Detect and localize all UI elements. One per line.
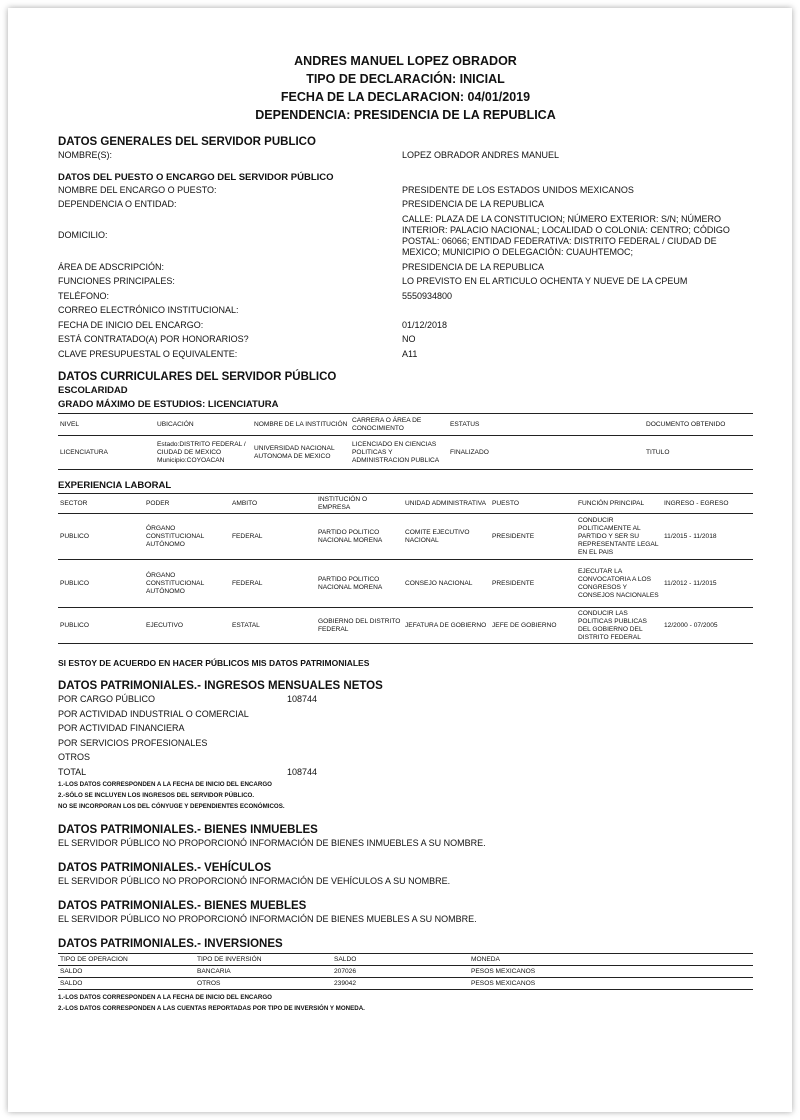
table-header-row bbox=[58, 494, 753, 514]
field-row bbox=[58, 289, 753, 304]
field-value: 01/12/2018 bbox=[402, 319, 448, 330]
table-cell: ÓRGANO CONSTITUCIONAL AUTÓNOMO bbox=[146, 524, 205, 548]
table-header-row bbox=[58, 954, 753, 966]
column-header: AMBITO bbox=[232, 499, 258, 507]
field-label: ÁREA DE ADSCRIPCIÓN: bbox=[58, 261, 165, 272]
field-value: PRESIDENCIA DE LA REPUBLICA bbox=[402, 199, 545, 209]
table-cell: CONDUCIR POLITICAMENTE AL PARTIDO Y SER SU REPRESENTANTE LEGAL EN EL PAIS bbox=[578, 516, 659, 556]
table-row bbox=[58, 514, 753, 560]
investment-note: 1.-LOS DATOS CORRESPONDEN A LA FECHA DE INICIO DEL ENCARGO bbox=[58, 994, 272, 1001]
field-row bbox=[58, 347, 753, 362]
vehiculos-text: EL SERVIDOR PÚBLICO NO PROPORCIONÓ INFORMACIÓN DE VEHÍCULOS A SU NOMBRE. bbox=[58, 876, 451, 886]
acuerdo-statement: SI ESTOY DE ACUERDO EN HACER PÚBLICOS MIS DATOS PATRIMONIALES bbox=[58, 658, 370, 668]
section-puesto-title: DATOS DEL PUESTO O ENCARGO DEL SERVIDOR PÚBLICO bbox=[58, 171, 334, 183]
table-cell: 11/2012 - 11/2015 bbox=[664, 579, 717, 587]
table-cell: PESOS MEXICANOS bbox=[471, 967, 536, 975]
table-cell: COMITE EJECUTIVO NACIONAL bbox=[405, 528, 470, 544]
field-value: 5550934800 bbox=[402, 290, 453, 301]
column-header: INSTITUCIÓN O EMPRESA bbox=[318, 495, 368, 511]
table-cell: FEDERAL bbox=[232, 579, 263, 587]
income-label: POR ACTIVIDAD FINANCIERA bbox=[58, 723, 185, 733]
experience-table bbox=[58, 493, 753, 644]
table-cell: FINALIZADO bbox=[450, 448, 489, 456]
income-label: TOTAL bbox=[58, 766, 87, 777]
field-label: ESTÁ CONTRATADO(A) POR HONORARIOS? bbox=[58, 334, 249, 344]
table-cell: FEDERAL bbox=[232, 532, 263, 540]
escolaridad-label: ESCOLARIDAD bbox=[58, 385, 128, 396]
ingresos-title: DATOS PATRIMONIALES.- INGRESOS MENSUALES NETOS bbox=[58, 680, 383, 692]
income-row bbox=[58, 721, 753, 736]
field-label: FUNCIONES PRINCIPALES: bbox=[58, 276, 175, 286]
muebles-text: EL SERVIDOR PÚBLICO NO PROPORCIONÓ INFORMACIÓN DE BIENES MUEBLES A SU NOMBRE. bbox=[58, 914, 477, 924]
muebles-title: DATOS PATRIMONIALES.- BIENES MUEBLES bbox=[58, 900, 307, 912]
field-row bbox=[58, 183, 753, 198]
table-row bbox=[58, 978, 753, 990]
income-note: 2.-SÓLO SE INCLUYEN LOS INGRESOS DEL SERVIDOR PÚBLICO. bbox=[58, 792, 255, 799]
field-value: PRESIDENCIA DE LA REPUBLICA bbox=[402, 261, 545, 272]
column-header: PODER bbox=[146, 499, 170, 507]
field-label: CORREO ELECTRÓNICO INSTITUCIONAL: bbox=[58, 305, 239, 315]
table-row bbox=[58, 966, 753, 978]
table-cell: SALDO bbox=[60, 979, 83, 987]
column-header: UNIDAD ADMINISTRATIVA bbox=[405, 499, 487, 507]
investment-note: 2.-LOS DATOS CORRESPONDEN A LAS CUENTAS REPORTADAS POR TIPO DE INVERSIÓN Y MONEDA. bbox=[58, 1005, 365, 1012]
document-header bbox=[58, 8, 753, 124]
field-row bbox=[58, 148, 753, 163]
table-cell: PUBLICO bbox=[60, 532, 89, 540]
field-row bbox=[58, 332, 753, 347]
vehiculos-title: DATOS PATRIMONIALES.- VEHÍCULOS bbox=[58, 862, 272, 874]
document-content bbox=[58, 8, 753, 1014]
income-label: POR SERVICIOS PROFESIONALES bbox=[58, 737, 208, 748]
field-value: CALLE: PLAZA DE LA CONSTITUCION; NÚMERO EXTERIOR: S/N; NÚMERO INTERIOR: PALACIO NACIONAL; LOCALIDAD O COLONIA: CENTRO; CÓDIGO POSTAL: 06066; ENTIDAD FEDERATIVA: DISTRITO FEDERAL / CIUDAD DE MEXICO; MUNICIPIO O DELEGACIÓN: CUAUHTEMOC; bbox=[402, 213, 730, 257]
table-cell: 11/2015 - 11/2018 bbox=[664, 532, 717, 540]
field-row bbox=[58, 214, 753, 258]
income-value: 108744 bbox=[287, 694, 318, 704]
field-value: LO PREVISTO EN EL ARTICULO OCHENTA Y NUEVE DE LA CPEUM bbox=[402, 276, 688, 286]
table-cell: PUBLICO bbox=[60, 621, 89, 629]
table-cell: UNIVERSIDAD NACIONAL AUTONOMA DE MEXICO bbox=[254, 444, 335, 460]
field-label: NOMBRE(S): bbox=[58, 150, 112, 160]
table-cell: 207026 bbox=[334, 967, 357, 975]
table-cell: CONSEJO NACIONAL bbox=[405, 579, 473, 587]
table-row bbox=[58, 560, 753, 608]
table-cell: LICENCIADO EN CIENCIAS POLITICAS Y ADMINISTRACION PUBLICA bbox=[352, 440, 440, 464]
column-header: ESTATUS bbox=[450, 420, 480, 428]
column-header: MONEDA bbox=[471, 955, 500, 963]
column-header: FUNCIÓN PRINCIPAL bbox=[578, 499, 645, 507]
table-cell: OTROS bbox=[197, 979, 221, 987]
column-header: TIPO DE INVERSIÓN bbox=[197, 955, 262, 963]
table-cell: LICENCIATURA bbox=[60, 448, 108, 456]
table-cell bbox=[546, 436, 644, 470]
table-cell: PARTIDO POLITICO NACIONAL MORENA bbox=[318, 528, 383, 544]
field-value: A11 bbox=[402, 348, 418, 359]
column-header bbox=[546, 414, 644, 436]
table-cell: TITULO bbox=[646, 448, 670, 456]
table-cell: JEFE DE GOBIERNO bbox=[492, 621, 557, 629]
column-header: SALDO bbox=[334, 955, 357, 963]
field-row bbox=[58, 260, 753, 275]
declaration-dependency: DEPENDENCIA: PRESIDENCIA DE LA REPUBLICA bbox=[255, 108, 556, 122]
column-header: NIVEL bbox=[60, 420, 80, 428]
declaration-date: FECHA DE LA DECLARACION: 04/01/2019 bbox=[280, 90, 531, 104]
inmuebles-text: EL SERVIDOR PÚBLICO NO PROPORCIONÓ INFORMACIÓN DE BIENES INMUEBLES A SU NOMBRE. bbox=[58, 838, 486, 848]
column-header: CARRERA O ÁREA DE CONOCIMIENTO bbox=[352, 416, 422, 432]
investments-table bbox=[58, 953, 753, 990]
column-header: NOMBRE DE LA INSTITUCIÓN bbox=[254, 420, 348, 428]
field-row bbox=[58, 318, 753, 333]
experiencia-title: EXPERIENCIA LABORAL bbox=[58, 480, 172, 491]
field-label: TELÉFONO: bbox=[58, 290, 110, 301]
table-cell: PESOS MEXICANOS bbox=[471, 979, 536, 987]
column-header: TIPO DE OPERACION bbox=[60, 955, 128, 963]
field-value bbox=[402, 303, 753, 318]
inversiones-title: DATOS PATRIMONIALES.- INVERSIONES bbox=[58, 938, 283, 950]
table-cell: 239042 bbox=[334, 979, 357, 987]
table-cell: BANCARIA bbox=[197, 967, 231, 975]
table-header-row bbox=[58, 414, 753, 436]
column-header: DOCUMENTO OBTENIDO bbox=[646, 420, 726, 428]
field-value: PRESIDENTE DE LOS ESTADOS UNIDOS MEXICANOS bbox=[402, 184, 634, 195]
income-row bbox=[58, 765, 753, 780]
document-page bbox=[8, 8, 792, 1112]
column-header: SECTOR bbox=[60, 499, 88, 507]
income-row bbox=[58, 750, 753, 765]
grado-label: GRADO MÁXIMO DE ESTUDIOS: LICENCIATURA bbox=[58, 399, 279, 410]
table-cell: GOBIERNO DEL DISTRITO FEDERAL bbox=[318, 617, 401, 633]
column-header: UBICACIÓN bbox=[157, 420, 194, 428]
field-row bbox=[58, 197, 753, 212]
income-note: NO SE INCORPORAN LOS DEL CÓNYUGE Y DEPENDIENTES ECONÓMICOS. bbox=[58, 803, 285, 810]
column-header: PUESTO bbox=[492, 499, 519, 507]
field-value: NO bbox=[402, 334, 416, 344]
table-cell: PUBLICO bbox=[60, 579, 89, 587]
field-label: DEPENDENCIA O ENTIDAD: bbox=[58, 199, 177, 209]
income-label: POR ACTIVIDAD INDUSTRIAL O COMERCIAL bbox=[58, 708, 249, 719]
income-row bbox=[58, 707, 753, 722]
income-value: 108744 bbox=[287, 766, 318, 777]
field-row bbox=[58, 303, 753, 318]
education-table bbox=[58, 413, 753, 470]
table-cell: ÓRGANO CONSTITUCIONAL AUTÓNOMO bbox=[146, 571, 205, 595]
table-row bbox=[58, 436, 753, 470]
income-row bbox=[58, 736, 753, 751]
table-cell: EJECUTIVO bbox=[146, 621, 184, 629]
field-label: NOMBRE DEL ENCARGO O PUESTO: bbox=[58, 184, 217, 195]
declaration-type: TIPO DE DECLARACIÓN: INICIAL bbox=[306, 72, 505, 86]
table-cell: PRESIDENTE bbox=[492, 532, 535, 540]
table-cell: 12/2000 - 07/2005 bbox=[664, 621, 718, 629]
table-cell: PRESIDENTE bbox=[492, 579, 535, 587]
column-header: INGRESO - EGRESO bbox=[664, 499, 729, 507]
table-row bbox=[58, 608, 753, 644]
inmuebles-title: DATOS PATRIMONIALES.- BIENES INMUEBLES bbox=[58, 824, 318, 836]
field-row bbox=[58, 274, 753, 289]
table-cell: EJECUTAR LA CONVOCATORIA A LOS CONGRESOS Y CONSEJOS NACIONALES bbox=[578, 567, 659, 599]
field-value: LOPEZ OBRADOR ANDRES MANUEL bbox=[402, 150, 560, 160]
income-note: 1.-LOS DATOS CORRESPONDEN A LA FECHA DE INICIO DEL ENCARGO bbox=[58, 781, 272, 788]
table-cell: ESTATAL bbox=[232, 621, 260, 629]
income-label: POR CARGO PÚBLICO bbox=[58, 694, 156, 704]
declarant-name: ANDRES MANUEL LOPEZ OBRADOR bbox=[294, 54, 517, 68]
table-cell: Estado:DISTRITO FEDERAL / CIUDAD DE MEXICO Municipio:COYOACAN bbox=[157, 440, 246, 464]
section-curriculares-title: DATOS CURRICULARES DEL SERVIDOR PÚBLICO bbox=[58, 371, 337, 383]
income-label: OTROS bbox=[58, 752, 91, 762]
table-cell: CONDUCIR LAS POLITICAS PUBLICAS DEL GOBIERNO DEL DISTRITO FEDERAL bbox=[578, 609, 647, 641]
field-label: DOMICILIO: bbox=[58, 230, 108, 241]
field-label: CLAVE PRESUPUESTAL O EQUIVALENTE: bbox=[58, 348, 238, 359]
field-label: FECHA DE INICIO DEL ENCARGO: bbox=[58, 319, 204, 330]
table-cell: SALDO bbox=[60, 967, 83, 975]
table-cell: JEFATURA DE GOBIERNO bbox=[405, 621, 487, 629]
table-cell: PARTIDO POLITICO NACIONAL MORENA bbox=[318, 575, 383, 591]
income-row bbox=[58, 692, 753, 707]
section-generales-title: DATOS GENERALES DEL SERVIDOR PUBLICO bbox=[58, 136, 316, 148]
